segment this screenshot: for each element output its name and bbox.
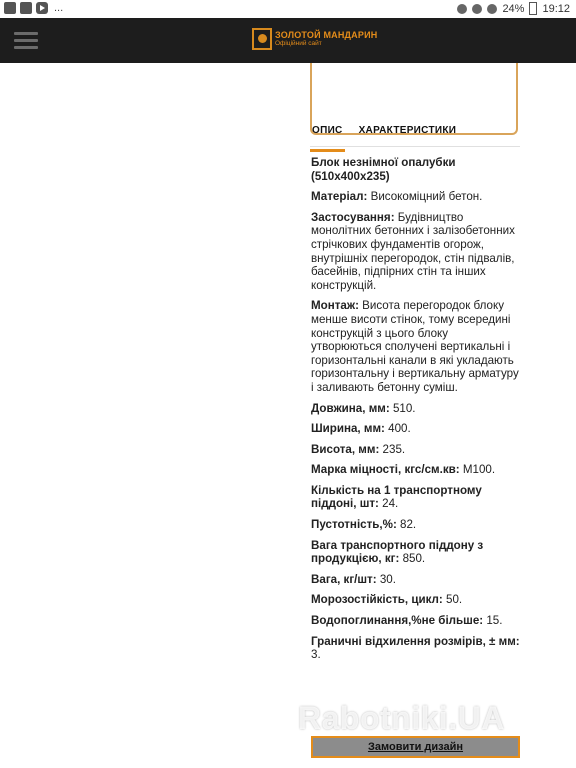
spec-label: Морозостійкість, цикл: [311,593,443,607]
spec-value: М100. [459,463,496,477]
spec-label: Граничні відхилення розмірів, ± мм: [311,634,520,648]
spec-value: 400. [384,422,411,436]
youtube-icon [36,2,48,14]
battery-percent: 24% [502,2,525,15]
product-description [311,156,521,669]
spec-row [311,422,521,436]
site-header [0,18,576,63]
mute-icon [472,4,482,14]
spec-label: Висота, мм: [311,442,380,456]
mounting-value: Висота перегородок блоку менше висоти стінок, тому всередині конструкцій з цього блоку утворюються сполучені вертикальні і горизонтальні канали в які укладають горизонтальну і вертикальну арматуру і заливають бетонну суміш. [311,299,519,394]
spec-row [311,635,521,662]
material-value: Високоміцний бетон. [367,190,483,204]
spec-row [311,402,521,416]
usage-label: Застосування: [311,210,395,224]
status-bar [0,0,576,18]
spec-row [311,463,521,477]
material-label: Матеріал: [311,190,368,204]
spec-value: 850. [399,552,426,566]
spec-value: 3. [311,648,321,662]
tab-characteristics[interactable]: ХАРАКТЕРИСТИКИ [358,125,457,136]
spec-label: Вага, кг/шт: [311,572,377,586]
site-logo[interactable] [252,28,377,50]
spec-label: Пустотність,%: [311,518,397,532]
spec-value: 24. [378,497,399,511]
spec-row [311,614,521,628]
wifi-icon [487,4,497,14]
spec-value: 510. [389,401,416,415]
spec-label: Ширина, мм: [311,422,385,436]
logo-icon [252,28,272,50]
spec-label: Водопоглинання,%не більше: [311,614,484,628]
usage-value: Будівництво монолітних бетонних і залізобетонних стрічкових фундаментів огорож, внутрішніх перегородок, стін підвалів, басейнів, підпірних стін та інших конструкцій. [311,210,515,292]
flipboard-icon [20,2,32,14]
spec-row [311,573,521,587]
menu-icon[interactable] [14,32,38,50]
watermark: Rabotniki.UA [298,700,505,736]
spec-row [311,539,521,566]
product-title: Блок незнімної опалубки (510х400х235) [311,156,456,183]
spec-row [311,484,521,511]
spec-label: Марка міцності, кгс/см.кв: [311,463,460,477]
tab-description[interactable]: ОПИС [312,125,343,142]
spec-value: 30. [376,572,396,586]
battery-icon [529,2,537,15]
spec-label: Довжина, мм: [311,401,390,415]
product-tabs [312,125,456,142]
spec-value: 82. [396,518,417,532]
clock: 19:12 [542,2,570,15]
logo-subtitle: Офіційний сайт [275,39,322,47]
tab-divider [310,146,520,147]
spec-value: 235. [379,442,406,456]
spec-row [311,593,521,607]
spec-value: 15. [483,614,503,628]
order-design-button[interactable]: Замовити дизайн [311,736,520,758]
spec-row [311,443,521,457]
spec-value: 50. [442,593,463,607]
spec-label: Кількість на 1 транспортному піддоні, шт: [311,483,482,511]
spec-label: Вага транспортного піддону з продукцією, кг: [311,538,484,566]
spec-row [311,518,521,532]
more-notifications: ... [54,2,64,14]
alarm-icon [457,4,467,14]
mounting-label: Монтаж: [311,299,359,313]
gallery-icon [4,2,16,14]
logo-title: ЗОЛОТОЙ МАНДАРИН [275,29,378,40]
